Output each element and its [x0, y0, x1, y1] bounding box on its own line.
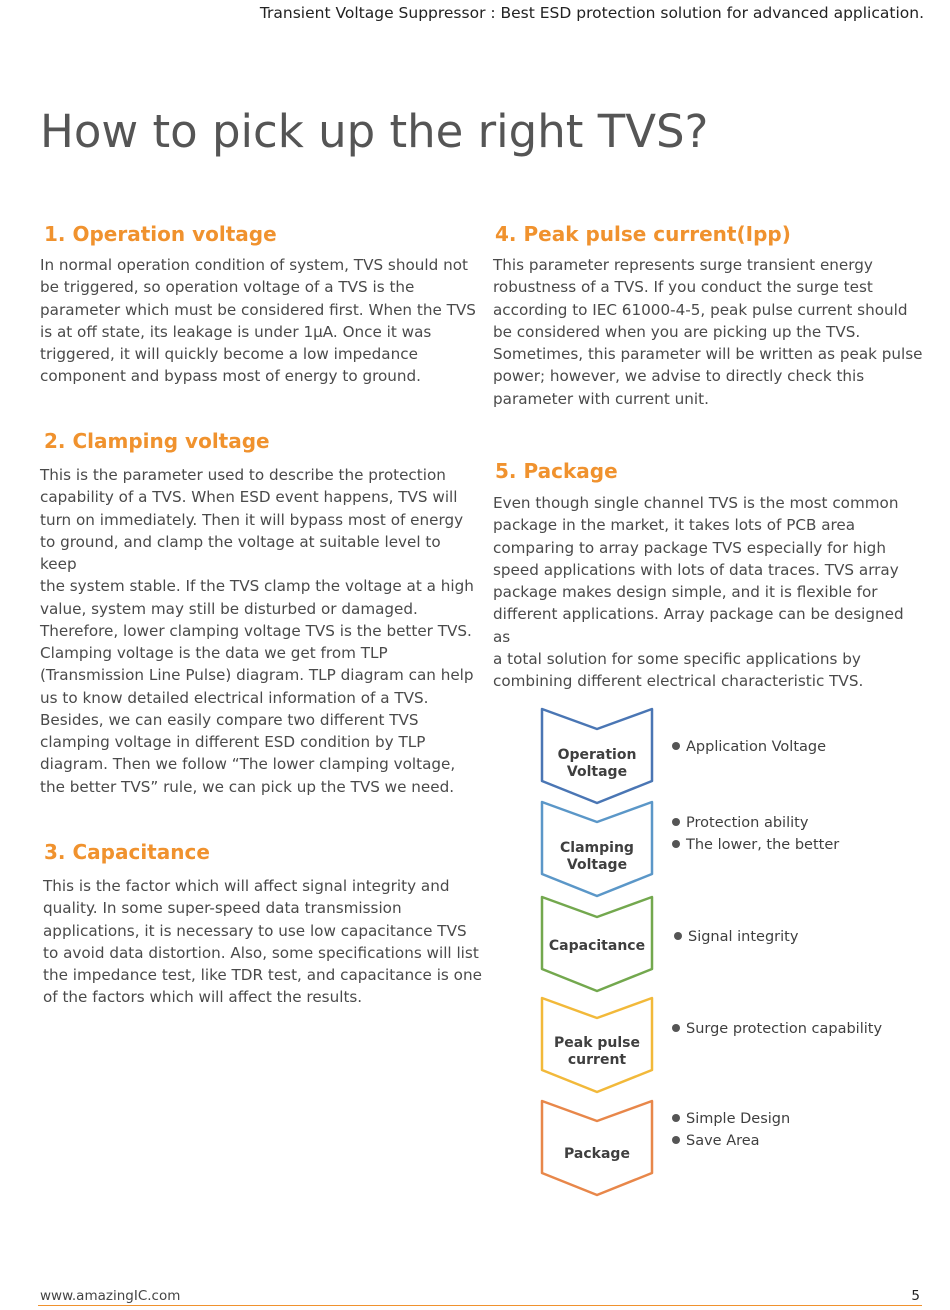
page-number: 5 — [911, 1288, 920, 1304]
paragraph-peak-pulse-current — [493, 254, 923, 410]
chevron-capacitance — [540, 895, 654, 993]
footer-url: www.amazingIC.com — [40, 1288, 181, 1304]
text-line: turn on immediately. Then it will bypass most of energy — [40, 510, 464, 529]
paragraph-package — [493, 492, 923, 693]
label-line: Peak pulse — [553, 1035, 640, 1051]
paragraph-clamping-voltage-tlp — [40, 642, 480, 798]
text-line: robustness of a TVS. If you conduct the surge test — [493, 278, 873, 297]
bullet-dot-icon — [672, 818, 680, 826]
heading-capacitance: 3. Capacitance — [44, 840, 210, 864]
text-line: to avoid data distortion. Also, some specifications will list — [43, 943, 479, 962]
chevron-clamping-voltage — [540, 800, 654, 898]
bullet-item: Application Voltage — [672, 739, 826, 755]
text-line: applications, it is necessary to use low capacitance TVS — [43, 921, 467, 940]
paragraph-operation-voltage — [40, 254, 480, 388]
text-line: quality. In some super-speed data transmission — [43, 899, 402, 918]
bullet-item: Protection ability — [672, 815, 808, 831]
heading-peak-pulse-current: 4. Peak pulse current(Ipp) — [495, 222, 791, 246]
paragraph-capacitance — [43, 875, 483, 1009]
text-line: diagram. Then we follow “The lower clamping voltage, — [40, 755, 456, 774]
text-line: is at off state, its leakage is under 1µA. Once it was — [40, 322, 432, 341]
text-line: component and bypass most of energy to ground. — [40, 367, 422, 386]
heading-clamping-voltage: 2. Clamping voltage — [44, 429, 270, 453]
heading-operation-voltage: 1. Operation voltage — [44, 222, 277, 246]
text-line: the better TVS” rule, we can pick up the TVS we need. — [40, 777, 455, 796]
paragraph-clamping-voltage — [40, 464, 480, 642]
bullet-item: The lower, the better — [672, 837, 839, 853]
text-line: value, system may still be disturbed or damaged. — [40, 599, 418, 618]
text-line: clamping voltage in different ESD condition by TLP — [40, 733, 426, 752]
label-line: Package — [564, 1146, 630, 1162]
header-title: Transient Voltage Suppressor : Best ESD protection solution for advanced application. — [259, 4, 924, 22]
bullet-dot-icon — [672, 1114, 680, 1122]
text-line: us to know detailed electrical information of a TVS. — [40, 688, 429, 707]
text-line: Sometimes, this parameter will be written as peak pulse — [493, 345, 923, 364]
bullet-item: Save Area — [672, 1133, 760, 1149]
text-line: according to IEC 61000-4-5, peak pulse current should — [493, 300, 908, 319]
text-line: Therefore, lower clamping voltage TVS is the better TVS. — [40, 622, 472, 641]
bullet-item: Simple Design — [672, 1111, 790, 1127]
text-line: package makes design simple, and it is flexible for — [493, 583, 878, 602]
text-line: of the factors which will affect the results. — [43, 988, 363, 1007]
text-line: Clamping voltage is the data we get from TLP — [40, 644, 388, 662]
text-line: speed applications with lots of data traces. TVS array — [493, 560, 899, 579]
bullet-dot-icon — [674, 932, 682, 940]
text-line: In normal operation condition of system, TVS should not — [40, 256, 468, 274]
text-line: comparing to array package TVS especially for high — [493, 538, 886, 557]
label-line: Voltage — [566, 763, 628, 780]
text-line: power; however, we advise to directly check this — [493, 367, 865, 386]
text-line: a total solution for some specific applications by — [493, 650, 861, 669]
bullet-dot-icon — [672, 1136, 680, 1144]
chevron-label — [540, 747, 654, 780]
label-line: Voltage — [566, 856, 628, 873]
footer-divider — [38, 1305, 922, 1306]
chevron-label — [540, 938, 654, 955]
text-line: Even though single channel TVS is the most common — [493, 494, 899, 512]
text-line: This is the parameter used to describe the protection — [40, 466, 446, 484]
page-title: How to pick up the right TVS? — [40, 105, 709, 158]
label-line: Capacitance — [548, 938, 646, 954]
label-line: Operation — [557, 747, 637, 763]
text-line: different applications. Array package can be designed as — [493, 605, 904, 646]
text-line: This parameter represents surge transient energy — [493, 256, 873, 274]
text-line: triggered, it will quickly become a low impedance — [40, 345, 418, 364]
chevron-operation-voltage — [540, 707, 654, 805]
chevron-package — [540, 1099, 654, 1197]
text-line: the impedance test, like TDR test, and capacitance is one — [43, 966, 482, 985]
text-line: Besides, we can easily compare two different TVS — [40, 710, 419, 729]
bullet-item: Signal integrity — [674, 929, 798, 945]
label-line: current — [567, 1051, 627, 1068]
chevron-label — [540, 1035, 654, 1068]
bullet-dot-icon — [672, 1024, 680, 1032]
text-line: the system stable. If the TVS clamp the voltage at a high — [40, 577, 474, 596]
text-line: be triggered, so operation voltage of a TVS is the — [40, 278, 415, 297]
chevron-label — [540, 1146, 654, 1163]
bullet-dot-icon — [672, 742, 680, 750]
text-line: combining different electrical characteristic TVS. — [493, 672, 864, 691]
text-line: (Transmission Line Pulse) diagram. TLP diagram can help — [40, 666, 474, 685]
text-line: to ground, and clamp the voltage at suitable level to keep — [40, 532, 441, 574]
chevron-label — [540, 840, 654, 873]
text-line: This is the factor which will affect signal integrity and — [43, 877, 450, 895]
bullet-dot-icon — [672, 840, 680, 848]
text-line: parameter which must be considered first. When the TVS — [40, 300, 476, 319]
chevron-peak-pulse-current — [540, 996, 654, 1094]
label-line: Clamping — [560, 840, 634, 856]
text-line: package in the market, it takes lots of PCB area — [493, 516, 856, 535]
bullet-item: Surge protection capability — [672, 1021, 882, 1037]
text-line: be considered when you are picking up the TVS. — [493, 322, 861, 341]
heading-package: 5. Package — [495, 459, 618, 483]
text-line: capability of a TVS. When ESD event happens, TVS will — [40, 488, 458, 507]
text-line: parameter with current unit. — [493, 389, 709, 408]
